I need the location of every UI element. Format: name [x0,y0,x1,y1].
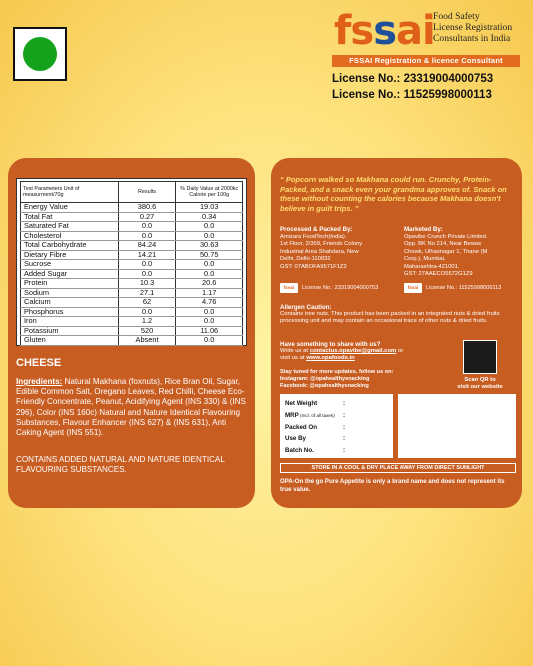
contact-text: visit us at [280,355,307,362]
batch-label-note: (Incl. of all taxes) [298,412,335,418]
nutrition-row [21,260,243,270]
marketed-by-heading: Marketed By: [404,226,443,233]
nutrient-name: Calcium [21,298,119,308]
allergen-caution [280,304,516,326]
nutrient-daily-value: 11.06 [176,326,243,336]
batch-row [285,398,388,410]
processor-license [280,283,378,293]
batch-separator: : [343,400,346,407]
ingredients-label: Ingredients: [16,377,63,386]
contact-website-line [280,355,450,362]
nutrient-result: 14.21 [118,250,176,260]
nutrient-daily-value: 0.0 [176,307,243,317]
qr-caption-line: Scan QR to [464,377,496,383]
ingredients-text [16,377,249,438]
nutrient-result: 0.0 [118,269,176,279]
fssai-tagline-line: Consultants in India [433,33,511,44]
nutrition-header: Test Parameters Unit of measurment/70g [21,182,119,203]
nutrient-result: 10.3 [118,279,176,289]
email-link[interactable]: contactus.opavibe@gmail.com [309,348,397,355]
nutrient-result: 27.1 [118,288,176,298]
nutrient-result: 62 [118,298,176,308]
fssai-tagline-line: Food Safety [433,11,480,22]
batch-label [285,410,346,422]
batch-label-text: Packed On [285,423,317,431]
nutrition-row [21,298,243,308]
nutrient-result: 0.0 [118,307,176,317]
nutrient-daily-value: 19.03 [176,203,243,213]
batch-label-text: Use By [285,435,306,443]
allergen-heading: Allergen Caution: [280,304,332,311]
batch-row [285,410,388,422]
nutrient-daily-value: 0.34 [176,212,243,222]
nutrient-name: Sodium [21,288,119,298]
address-line: GST: 07ABOFA9571F1Z2 [280,263,347,270]
fssai-tagline [433,11,528,44]
nutrient-result: 0.0 [118,231,176,241]
nutrition-row [21,222,243,232]
address-line: Opp. BK No 214, Near Bewas [404,241,482,247]
qr-caption [444,377,516,391]
blank-print-box [398,394,516,458]
fssai-mini-logo: fssai [280,283,298,293]
nutrient-name: Added Sugar [21,269,119,279]
batch-label-text: Batch No. [285,447,314,455]
batch-label [285,445,346,457]
nutrient-name: Cholesterol [21,231,119,241]
contact-text: or [396,348,404,355]
address-line: GST: 27AAECO5572G1Z9 [404,271,473,277]
fssai-tagline-line: License Registration [433,22,513,33]
nutrition-table [20,181,243,346]
nutrient-name: Total Carbohydrate [21,241,119,251]
flavouring-note: CONTAINS ADDED NATURAL AND NATURE IDENTICAL FLAVOURING SUBSTANCES. [16,455,225,475]
address-line: Delhi, Delhi-110032 [280,256,331,262]
address-line: Opavibe Crunch Private Limited. [404,233,488,240]
nutrient-daily-value: 0.0 [176,269,243,279]
fssai-logo: fssai [334,8,435,54]
license-number-line: License No.: 23319004000753 [332,73,494,85]
batch-label [285,398,346,410]
social-block [280,369,450,390]
qr-code-icon[interactable] [463,340,497,374]
flavour-title: CHEESE [16,357,62,369]
brand-info-panel [271,158,522,508]
batch-separator: : [343,411,346,419]
storage-instruction: STORE IN A COOL & DRY PLACE AWAY FROM DIRECT SUNLIGHT [280,463,516,473]
nutrient-result: 0.0 [118,222,176,232]
contact-text: Write us at [280,348,310,355]
brand-quote: “ Popcorn walked so Makhana could run. Crunchy, Protein-Packed, and a snack even your grandma approves of. Snack on these without counting the calories because Makhana doesn't believe in guilt trips. ” [280,175,507,213]
batch-separator: : [343,423,346,431]
nutrition-row [21,336,243,346]
license-number-line: License No.: 11525998000113 [332,89,492,101]
nutrient-name: Gluten [21,336,119,346]
nutrient-daily-value: 0.0 [176,336,243,346]
nutrition-header-row [21,182,243,203]
veg-dot-icon [23,37,57,71]
ingredients-list: Natural Makhana (foxnuts), Rice Bran Oil, Sugar, Edible Common Salt, Oregano Leaves, Red Chilli, Cheese Eco-Friendly Concentrate, Peanut, Acidifying Agent (INS 330) & (INS 296), Color (INS 160c) Natural and Nature Identical Flavouring Substances, Flavour Enhancer (INS 627) & (INS 631), Anti Caking Agent (INS 551). [16,377,246,438]
facebook-handle: Facebook: @opahealthysnacking [280,383,369,389]
nutrition-header: % Daily Value at 2000kc Calorie per 100g [176,182,243,203]
nutrient-daily-value: 4.76 [176,298,243,308]
brand-disclaimer: OPA-On the go Pure Appetite is only a brand name and does not represent its true value. [280,478,505,493]
nutrient-result: 380.6 [118,203,176,213]
contact-block [280,341,450,363]
nutrient-result: 0.0 [118,260,176,270]
nutrient-result: 84.24 [118,241,176,251]
veg-symbol-icon [13,27,67,81]
nutrition-row [21,203,243,213]
instagram-handle: Instagram: @opahealthysnacking [280,376,370,382]
nutrient-daily-value: 0.0 [176,222,243,232]
batch-row [285,445,388,457]
nutrition-row [21,279,243,289]
nutrition-row [21,317,243,327]
contact-email-line [280,348,450,355]
nutrient-name: Total Fat [21,212,119,222]
batch-label-text: Net Weight [285,400,318,407]
batch-label [285,422,346,434]
nutrient-name: Sucrose [21,260,119,270]
nutrient-name: Protein [21,279,119,289]
address-line: Industrial Area Shahdara, New [280,248,359,255]
batch-separator: : [343,435,346,443]
nutrient-daily-value: 0.0 [176,231,243,241]
batch-separator: : [343,447,346,455]
address-line: 1st Floor, 2/359, Friends Colony [280,241,363,247]
nutrition-table-body [21,203,243,346]
address-line: Chowk, Ulhasnagar 1, Thane (M [404,248,488,255]
nutrient-name: Iron [21,317,119,327]
nutrient-name: Potassium [21,326,119,336]
nutrient-daily-value: 1.17 [176,288,243,298]
nutrient-name: Energy Value [21,203,119,213]
nutrient-daily-value: 50.75 [176,250,243,260]
nutrition-table-box [16,178,247,346]
marketer-license [404,283,501,293]
nutrient-daily-value: 0.0 [176,260,243,270]
nutrient-result: 0.27 [118,212,176,222]
processed-by-block [280,226,395,271]
nutrient-daily-value: 0.0 [176,317,243,327]
website-link[interactable]: www.opafoods.in [306,355,355,362]
marketer-license-number: License No.: 11525998000113 [426,285,502,291]
nutrition-row [21,241,243,251]
batch-row [285,422,388,434]
address-line: Amizara FoodTech(India). [280,233,347,240]
nutrient-name: Phosphorus [21,307,119,317]
contact-heading: Have something to share with us? [280,341,381,348]
allergen-text: Contains tree nuts. This product has been packed in an integrated nuts & dried fruits processing unit and may contain an occasional trace of other nuts & dried fruits. [280,311,500,325]
processor-license-number: License No.: 23319004000753 [302,285,379,291]
processed-by-heading: Processed & Packed By: [280,226,353,233]
nutrient-daily-value: 30.63 [176,241,243,251]
address-line: Maharashtra-421001. [404,263,460,270]
qr-caption-line: visit our website [457,384,503,391]
nutrient-daily-value: 20.6 [176,279,243,289]
social-heading: Stay tuned for more updates, follow us on: [280,369,394,375]
marketed-by-block [404,226,519,279]
nutrient-result: Absent [118,336,176,346]
batch-label [285,433,346,445]
address-line: Corp.), Mumbai, [404,256,446,262]
nutrition-header: Results [118,182,176,203]
nutrient-name: Dietary Fibre [21,250,119,260]
batch-label-text: MRP [285,411,299,419]
fssai-consultant-badge [332,8,528,104]
batch-row [285,433,388,445]
nutrient-name: Saturated Fat [21,222,119,232]
batch-info-box [280,394,393,458]
nutrient-result: 520 [118,326,176,336]
fssai-mini-logo: fssai [404,283,422,293]
nutrient-result: 1.2 [118,317,176,327]
fssai-banner: FSSAI Registration & licence Consultant [332,55,520,67]
nutrition-ingredients-panel [8,158,255,508]
